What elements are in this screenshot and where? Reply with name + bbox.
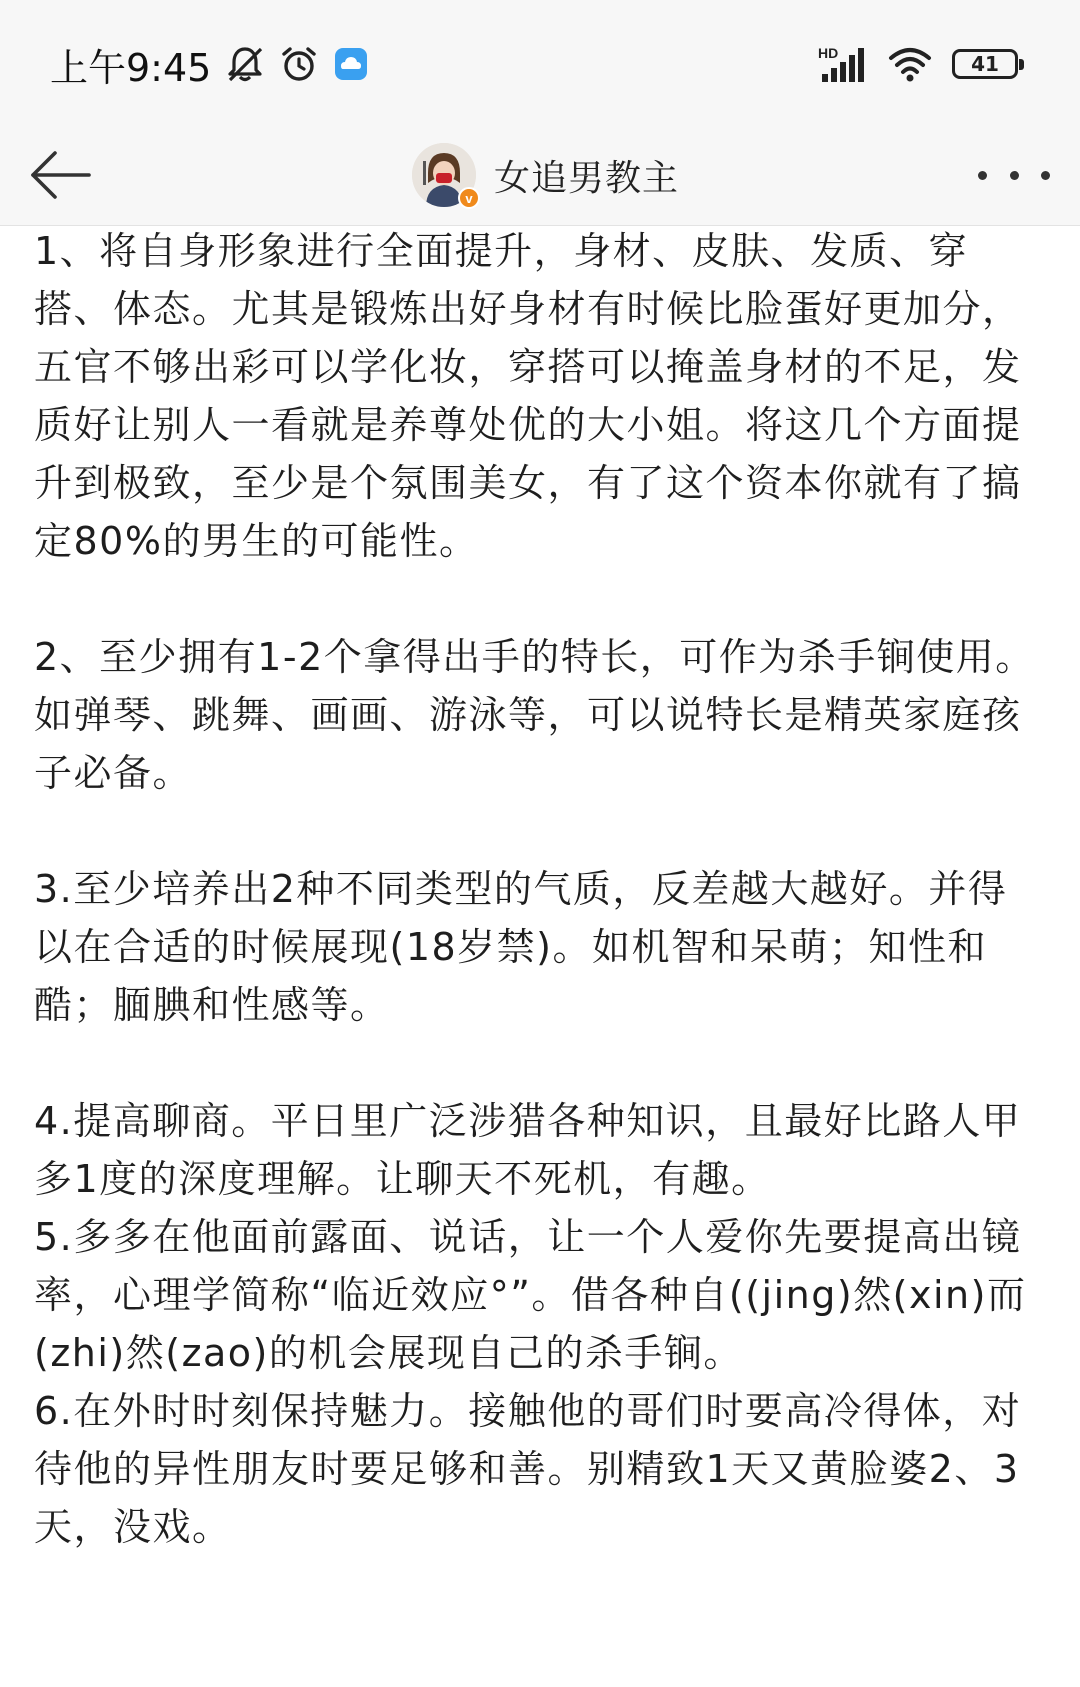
post-content [34, 222, 1044, 1556]
signal-label: HD [818, 45, 839, 61]
post-paragraph-1: 1、将自身形象进行全面提升，身材、皮肤、发质、穿搭、体态。尤其是锻炼出好身材有时候比脸蛋好更加分，五官不够出彩可以学化妆，穿搭可以掩盖身材的不足，发质好让别人一看就是养尊处优的大小姐。将这几个方面提升到极致，至少是个氛围美女，有了这个资本你就有了搞定80%的男生的可能性。 [34, 229, 1022, 563]
avatar[interactable] [412, 143, 476, 207]
post-paragraph-5: 5.多多在他面前露面、说话，让一个人爱你先要提高出镜率，心理学简称“临近效应°”。借各种自((jing)然(xin)而(zhi)然(zao)的机会展现自己的杀手锏。 [34, 1215, 1027, 1375]
battery-icon [952, 49, 1018, 79]
verified-badge: v [458, 187, 480, 209]
post-paragraph-6: 6.在外时时刻保持魅力。接触他的哥们时要高冷得体，对待他的异性朋友时要足够和善。别精致1天又黄脸婆2、3天，没戏。 [34, 1389, 1022, 1549]
status-bar [0, 0, 1080, 125]
dot [1041, 171, 1050, 180]
dot [978, 171, 987, 180]
account-header[interactable] [412, 135, 679, 215]
clock-time: 上午9:45 [50, 45, 212, 90]
battery-level: 41 [971, 52, 999, 76]
account-name[interactable]: 女追男教主 [494, 157, 680, 199]
wifi-icon [888, 45, 932, 83]
back-button[interactable] [22, 143, 98, 207]
mute-bell-icon [225, 44, 265, 84]
post-paragraph-3: 3.至少培养出2种不同类型的气质，反差越大越好。并得以在合适的时候展现(18岁禁)。如机智和呆萌；知性和酷；腼腆和性感等。 [34, 867, 1008, 1027]
back-arrow-icon [27, 149, 93, 201]
alarm-clock-icon [279, 44, 319, 84]
more-dots-icon[interactable] [978, 153, 1050, 197]
status-left [50, 34, 369, 94]
signal-icon [818, 44, 868, 84]
status-right [818, 36, 1018, 92]
post-paragraph-4: 4.提高聊商。平日里广泛涉猎各种知识，且最好比路人甲多1度的深度理解。让聊天不死机，有趣。 [34, 1099, 1022, 1201]
cloud-app-icon [333, 46, 369, 82]
post-paragraph-2: 2、至少拥有1-2个拿得出手的特长，可作为杀手锏使用。如弹琴、跳舞、画画、游泳等，可以说特长是精英家庭孩子必备。 [34, 635, 1035, 795]
nav-bar [0, 125, 1080, 226]
dot [1010, 171, 1019, 180]
